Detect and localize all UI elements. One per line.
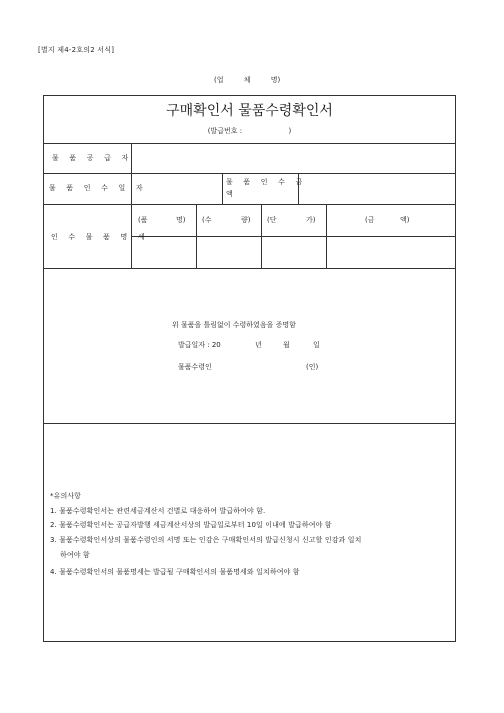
divider-receiver xyxy=(44,204,455,205)
divider-supplier xyxy=(44,173,455,174)
header-item-close: 명) xyxy=(176,216,186,224)
issue-date-prefix: 발급일자 : 20 xyxy=(178,341,221,349)
issue-number-close: ) xyxy=(288,127,292,135)
header-amount-close: 액) xyxy=(400,216,410,224)
supplier-label: 물 품 공 급 자 xyxy=(52,154,133,162)
divider-detail-header xyxy=(131,236,455,237)
receipt-amount-label: 물 품 인 수 금 xyxy=(226,178,307,186)
note-item-4: 4. 물품수령확인서의 물품명세는 발급될 구매확인서의 물품명세와 일치하여야 함 xyxy=(50,568,300,576)
note-item-3-cont: 하여야 함 xyxy=(60,551,90,559)
detail-col-1-divider xyxy=(196,204,197,268)
divider-title xyxy=(44,143,455,144)
receipt-amount-label-cont: 액 xyxy=(226,190,237,198)
note-item-2: 2. 물품수령확인서는 공급자발행 세금계산서상의 발급일로부터 10일 이내에 발급하여야 함 xyxy=(50,521,332,529)
divider-certification xyxy=(44,423,455,424)
header-price-close: 가) xyxy=(306,216,316,224)
note-item-1: 1. 물품수령확인서는 관련세금계산서 건별로 대응하여 발급하여야 함. xyxy=(50,507,266,515)
header-price-open: (단 xyxy=(267,216,277,224)
seal-mark: (인) xyxy=(306,363,319,371)
header-amount-open: (금 xyxy=(365,216,375,224)
note-item-3: 3. 물품수령확인서상의 물품수령인의 서명 또는 인감은 구매확인서의 발급신청시 신고할 인감과 일치 xyxy=(50,536,362,544)
issue-date-day: 일 xyxy=(313,341,320,349)
company-name-line: (업 체 명) xyxy=(214,76,281,84)
issue-date-year: 년 xyxy=(255,341,262,349)
header-item-open: (품 xyxy=(138,216,148,224)
detail-col-3-divider xyxy=(326,204,327,268)
issue-number-label: (발급번호 : xyxy=(207,127,243,135)
receiver-date-divider xyxy=(222,173,223,204)
receiver-signature-label: 물품수령인 xyxy=(178,363,212,371)
notes-heading: *유의사항 xyxy=(50,492,82,500)
receiver-date-label: 물 품 인 수 일 자 xyxy=(49,184,147,192)
form-title: 구매확인서 물품수령확인서 xyxy=(166,103,333,119)
detail-col-2-divider xyxy=(261,204,262,268)
issue-date-month: 월 xyxy=(283,341,290,349)
certification-statement: 위 물품을 틀림없이 수령하였음을 증명함 xyxy=(172,321,296,329)
header-qty-open: (수 xyxy=(202,216,212,224)
detail-label: 인 수 물 품 명 세 xyxy=(51,233,149,241)
header-qty-close: 량) xyxy=(241,216,251,224)
form-code: [별지 제4-2호의2 서식] xyxy=(38,46,115,54)
issue-number-line xyxy=(43,126,456,136)
divider-detail xyxy=(44,268,455,269)
